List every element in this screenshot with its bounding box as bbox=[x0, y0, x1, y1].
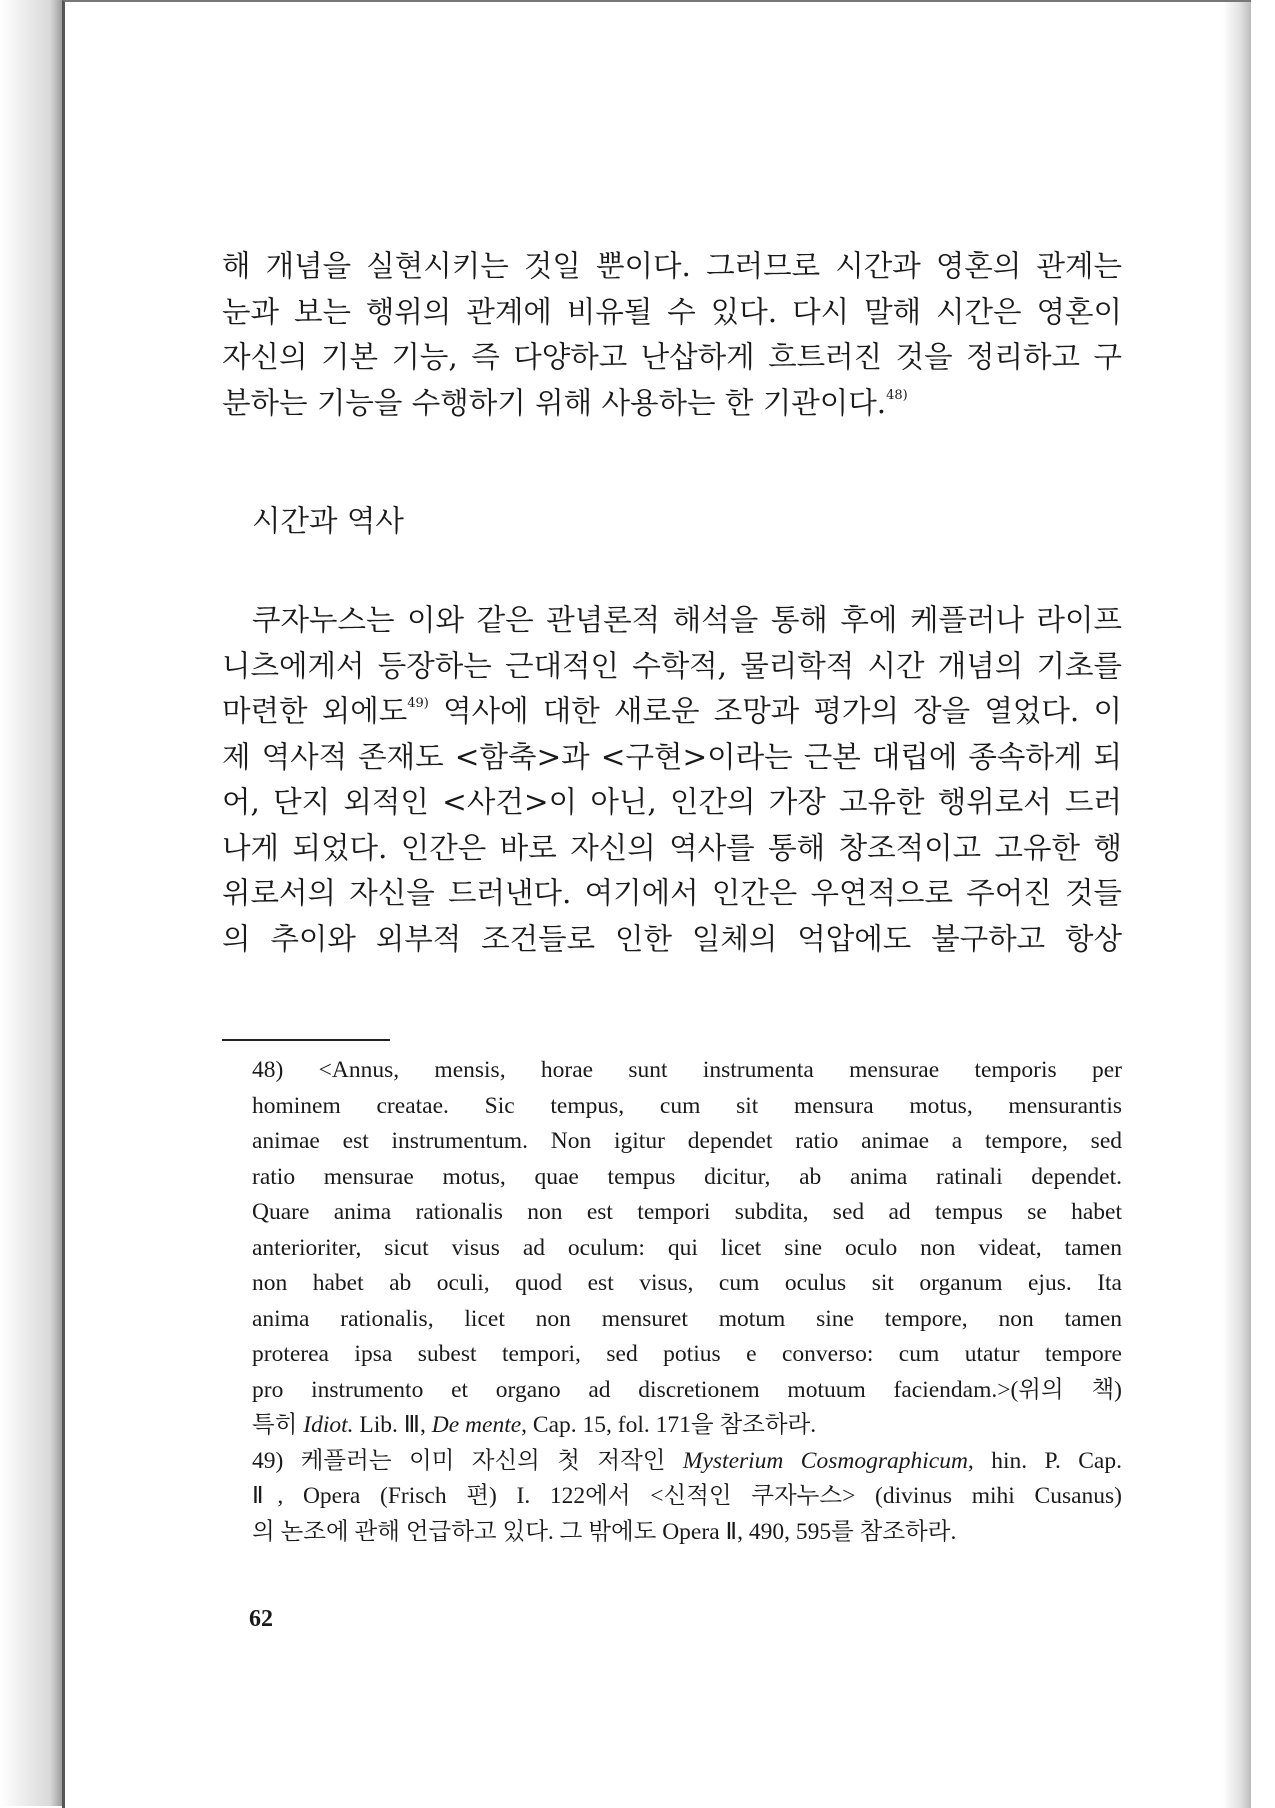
text-line: 눈과 보는 행위의 관계에 비유될 수 있다. 다시 말해 시간은 영혼이 bbox=[222, 294, 1122, 329]
section-heading: 시간과 역사 bbox=[252, 504, 404, 538]
text-line: 위로서의 자신을 드러낸다. 여기에서 인간은 우연적으로 주어진 것들 bbox=[222, 876, 1122, 910]
footnote-line: non habet ab oculi, quod est visus, cum oculus sit organum ejus. Ita bbox=[252, 1270, 1122, 1296]
paragraph-continuation bbox=[222, 244, 1122, 426]
text-line: 자신의 기본 기능, 즉 다양하고 난삽하게 흐트러진 것을 정리하고 구 bbox=[222, 340, 1122, 374]
text-line: 나게 되었다. 인간은 바로 자신의 역사를 통해 창조적이고 고유한 행 bbox=[222, 830, 1122, 865]
paragraph-history bbox=[222, 598, 1122, 962]
footnote-line: anima rationalis, licet non mensuret motum sine tempore, non tamen bbox=[252, 1305, 1122, 1332]
text-span: hin. P. Cap. bbox=[973, 1447, 1122, 1474]
text-span: 마련한 외에도 bbox=[222, 694, 408, 728]
footnote-line bbox=[252, 1408, 1122, 1444]
footnote-49 bbox=[252, 1444, 1122, 1551]
book-title: De mente bbox=[431, 1412, 522, 1438]
footnote-ref-48[interactable]: 48) bbox=[886, 387, 908, 403]
text-span: 역사에 대한 새로운 조망과 평가의 장을 열었다. 이 bbox=[428, 694, 1122, 728]
text-span: , Cap. 15, fol. 171을 참조하라. bbox=[521, 1412, 817, 1438]
text-line bbox=[222, 381, 1122, 427]
text-line bbox=[222, 689, 1122, 735]
footnote-line: Ⅱ, Opera (Frisch 편) I. 122에서 <신적인 쿠자누스> (divinus mihi Cusanus) bbox=[252, 1483, 1122, 1509]
text-span: 49) 케플러는 이미 자신의 첫 저작인 bbox=[252, 1447, 683, 1474]
footnote-line: proterea ipsa subest tempori, sed potius e converso: cum utatur tempore bbox=[252, 1341, 1122, 1367]
footnote-line: 의 논조에 관해 언급하고 있다. 그 밖에도 Opera Ⅱ, 490, 595를 참조하라. bbox=[252, 1518, 957, 1545]
text-line: 의 추이와 외부적 조건들로 인한 일체의 억압에도 불구하고 항상 bbox=[222, 921, 1122, 956]
footnote-line: pro instrumento et organo ad discretionem motuum faciendam.>(위의 책) bbox=[252, 1376, 1122, 1403]
footnote-line: 48) <Annus, mensis, horae sunt instrumenta mensurae temporis per bbox=[252, 1057, 1122, 1083]
footnote-ref-49[interactable]: 49) bbox=[407, 696, 429, 711]
text-line: 어, 단지 외적인 <사건>이 아닌, 인간의 가장 고유한 행위로서 드러 bbox=[222, 785, 1122, 819]
footnote-line: animae est instrumentum. Non igitur dependet ratio animae a tempore, sed bbox=[252, 1128, 1122, 1154]
book-title: Idiot. bbox=[303, 1412, 354, 1438]
text-line: 쿠자누스는 이와 같은 관념론적 해석을 통해 후에 케플러나 라이프 bbox=[252, 603, 1122, 637]
footnote-line: Quare anima rationalis non est tempori subdita, sed ad tempus se habet bbox=[252, 1199, 1122, 1225]
text-span: 특히 bbox=[252, 1412, 304, 1438]
book-title: Mysterium Cosmographicum, bbox=[682, 1447, 974, 1474]
footnotes bbox=[252, 1053, 1122, 1550]
footnote-line: hominem creatae. Sic tempus, cum sit mensura motus, mensurantis bbox=[252, 1092, 1122, 1119]
page-number: 62 bbox=[249, 1606, 273, 1632]
text-line: 제 역사적 존재도 <함축>과 <구현>이라는 근본 대립에 종속하게 되 bbox=[222, 739, 1122, 774]
text-line: 해 개념을 실현시키는 것일 뿐이다. 그러므로 시간과 영혼의 관계는 bbox=[222, 249, 1122, 283]
footnote-divider bbox=[222, 1039, 390, 1041]
text-span: 분하는 기능을 수행하기 위해 사용하는 한 기관이다. bbox=[222, 385, 887, 420]
page-edge-shadow bbox=[1223, 2, 1251, 1808]
footnote-line bbox=[252, 1444, 1122, 1480]
footnote-48 bbox=[252, 1053, 1122, 1444]
text-span: Lib. Ⅲ, bbox=[353, 1412, 432, 1438]
footnote-line: ratio mensurae motus, quae tempus dicitur, ab anima ratinali dependet. bbox=[252, 1163, 1122, 1190]
footnote-line: anterioriter, sicut visus ad oculum: qui licet sine oculo non videat, tamen bbox=[252, 1234, 1122, 1261]
text-line: 니츠에게서 등장하는 근대적인 수학적, 물리학적 시간 개념의 기초를 bbox=[222, 648, 1122, 683]
